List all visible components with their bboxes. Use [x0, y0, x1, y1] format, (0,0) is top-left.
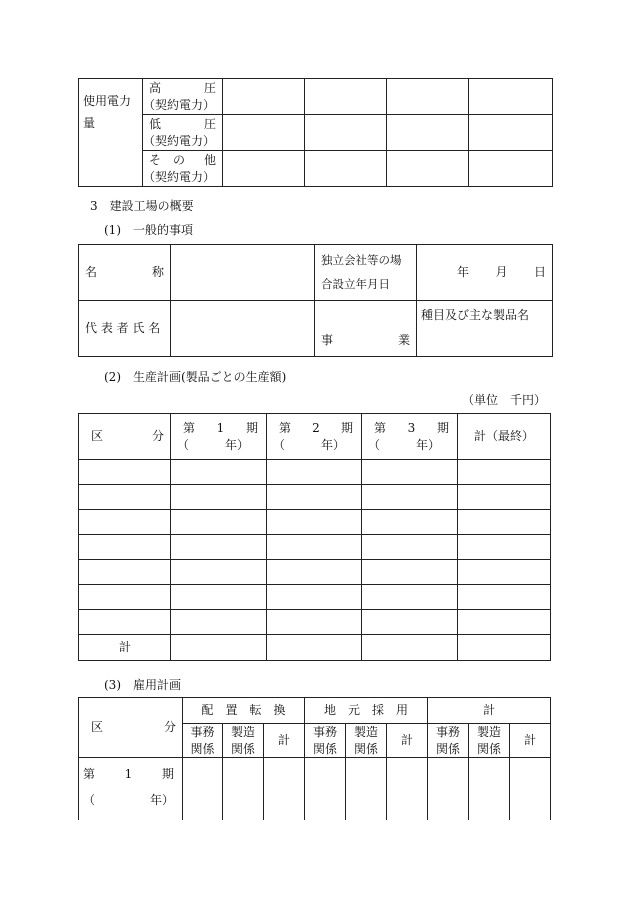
production-cell[interactable] [362, 610, 458, 635]
employment-header-left: 区 [91, 720, 104, 735]
period-3-top-mid: 3 [407, 421, 416, 436]
production-cell[interactable] [267, 510, 362, 535]
section3-title: 3 建設工場の概要 [90, 199, 194, 213]
period-3-top-left: 第 [374, 421, 387, 436]
power-type-other-left: そ の [149, 153, 186, 168]
period-1-top-right: 期 [245, 421, 258, 436]
power-cell[interactable] [305, 115, 387, 151]
production-cell[interactable] [171, 585, 267, 610]
production-cell[interactable] [171, 610, 267, 635]
sub-office-line2: 関係 [190, 741, 215, 756]
date-day: 日 [533, 265, 546, 280]
sub-mfg-line1: 製造 [354, 725, 379, 740]
employment-cell[interactable] [183, 758, 223, 820]
power-cell[interactable] [469, 151, 553, 187]
production-cell[interactable] [362, 510, 458, 535]
production-cell[interactable] [362, 585, 458, 610]
production-cell[interactable] [171, 510, 267, 535]
sub-mfg-line2: 関係 [354, 741, 379, 756]
production-cell[interactable] [267, 610, 362, 635]
period-3-year: （ 年） [368, 437, 441, 452]
sub-office-line2: 関係 [313, 741, 338, 756]
production-cell[interactable] [79, 560, 171, 585]
employment-cell[interactable] [428, 758, 469, 820]
production-cell[interactable] [79, 510, 171, 535]
sub-office-line1: 事務 [313, 725, 338, 740]
power-cell[interactable] [223, 115, 305, 151]
sub-total: 計 [264, 724, 305, 758]
period-2-year: （ 年） [273, 437, 346, 452]
name-label [79, 245, 171, 301]
name-label-right: 称 [151, 265, 164, 280]
production-cell[interactable] [362, 560, 458, 585]
representative-value-cell[interactable] [171, 301, 315, 357]
sub-office-line1: 事務 [436, 725, 461, 740]
sub-office [305, 724, 346, 758]
employment-cell[interactable] [346, 758, 387, 820]
power-cell[interactable] [223, 79, 305, 115]
period-1-year-right: 年） [149, 793, 174, 808]
production-cell[interactable] [458, 585, 551, 610]
production-header-period-3 [362, 414, 458, 460]
group-transfer: 配 置 転 換 [183, 698, 305, 724]
production-cell[interactable] [458, 610, 551, 635]
production-cell[interactable] [171, 485, 267, 510]
production-cell[interactable] [79, 610, 171, 635]
subsection1-title: (1) 一般的事項 [104, 223, 193, 237]
representative-label: 代 表 者 氏 名 [79, 301, 171, 357]
employment-header-right: 分 [163, 720, 176, 735]
period-1-top-left: 第 [183, 421, 196, 436]
period-1-year: （ 年） [177, 437, 250, 452]
power-cell[interactable] [469, 79, 553, 115]
subsection3-title: (3) 雇用計画 [104, 678, 181, 692]
power-usage-label-line2: 量 [83, 116, 96, 131]
production-header-right: 分 [151, 429, 164, 444]
period-1-year-left: （ [83, 793, 96, 808]
power-type-low-right: 圧 [203, 117, 216, 132]
production-cell[interactable] [171, 635, 267, 661]
establishment-date-label [315, 245, 417, 301]
production-cell[interactable] [79, 535, 171, 560]
sub-office [428, 724, 469, 758]
power-cell[interactable] [469, 115, 553, 151]
power-cell[interactable] [387, 115, 469, 151]
products-label: 種目及び主な製品名 [421, 308, 530, 322]
power-type-high-right: 圧 [203, 81, 216, 96]
sub-office-line1: 事務 [190, 725, 215, 740]
sub-mfg-line2: 関係 [477, 741, 502, 756]
employment-cell[interactable] [510, 758, 551, 820]
production-cell[interactable] [458, 485, 551, 510]
production-cell[interactable] [79, 460, 171, 485]
sub-mfg-line2: 関係 [230, 741, 255, 756]
employment-plan-table [78, 697, 551, 820]
period-1-label [79, 758, 183, 820]
production-plan-table [78, 413, 551, 661]
production-cell[interactable] [267, 460, 362, 485]
name-label-left: 名 [85, 265, 98, 280]
production-cell[interactable] [171, 535, 267, 560]
power-cell[interactable] [305, 79, 387, 115]
subsection2-title: (2) 生産計画(製品ごとの生産額) [104, 370, 287, 384]
production-cell[interactable] [458, 510, 551, 535]
period-2-top-mid: 2 [312, 421, 320, 436]
period-1-label-mid: 1 [124, 767, 133, 781]
group-total: 計 [428, 698, 551, 724]
sub-mfg [469, 724, 510, 758]
sub-total: 計 [387, 724, 428, 758]
power-type-low-left: 低 [149, 117, 162, 132]
unit-label: （単位 千円） [462, 393, 547, 407]
production-cell[interactable] [458, 560, 551, 585]
period-1-top-mid: 1 [216, 421, 225, 436]
sub-office-line2: 関係 [436, 741, 461, 756]
production-header-category [79, 414, 171, 460]
business-label-left: 事 [321, 332, 334, 347]
power-type-low [143, 115, 223, 151]
power-type-high-left: 高 [149, 81, 162, 96]
date-year: 年 [457, 265, 470, 280]
employment-cell[interactable] [387, 758, 428, 820]
employment-cell[interactable] [223, 758, 264, 820]
power-type-low-contract: （契約電力） [143, 133, 216, 148]
production-cell[interactable] [458, 460, 551, 485]
establishment-date-label-line2: 合設立年月日 [321, 276, 390, 291]
production-cell[interactable] [267, 635, 362, 661]
sub-mfg [223, 724, 264, 758]
power-type-other-contract: （契約電力） [143, 169, 216, 184]
power-type-other-right: 他 [203, 153, 216, 168]
power-cell[interactable] [223, 151, 305, 187]
sub-mfg-line1: 製造 [477, 725, 502, 740]
production-cell[interactable] [362, 535, 458, 560]
period-1-label-right: 期 [161, 767, 174, 781]
products-cell[interactable] [417, 301, 553, 357]
period-3-top-right: 期 [436, 421, 449, 436]
power-type-high [143, 79, 223, 115]
employment-cell[interactable] [469, 758, 510, 820]
group-local-hire: 地 元 採 用 [305, 698, 428, 724]
power-usage-label [79, 79, 143, 187]
name-value-cell[interactable] [171, 245, 315, 301]
power-cell[interactable] [387, 151, 469, 187]
period-2-top-left: 第 [279, 421, 292, 436]
production-cell[interactable] [267, 560, 362, 585]
production-cell[interactable] [458, 635, 551, 661]
sub-mfg [346, 724, 387, 758]
period-1-label-left: 第 [83, 767, 96, 781]
establishment-date-value[interactable] [417, 245, 553, 301]
date-month: 月 [495, 265, 508, 280]
general-matters-table [78, 244, 553, 357]
power-type-high-contract: （契約電力） [143, 97, 216, 112]
production-cell[interactable] [79, 485, 171, 510]
production-header-period-1 [171, 414, 267, 460]
power-usage-label-line1: 使用電力 [83, 94, 132, 108]
business-label-right: 業 [397, 332, 410, 347]
business-label [315, 301, 417, 357]
power-cell[interactable] [305, 151, 387, 187]
employment-cell[interactable] [264, 758, 305, 820]
production-cell[interactable] [362, 460, 458, 485]
production-cell[interactable] [267, 535, 362, 560]
production-cell[interactable] [267, 485, 362, 510]
power-cell[interactable] [387, 79, 469, 115]
production-cell[interactable] [458, 535, 551, 560]
sub-mfg-line1: 製造 [230, 725, 255, 740]
production-header-total: 計（最終） [458, 414, 551, 460]
power-usage-table [78, 78, 553, 187]
production-cell[interactable] [362, 635, 458, 661]
production-cell[interactable] [362, 485, 458, 510]
employment-cell[interactable] [305, 758, 346, 820]
sub-office [183, 724, 223, 758]
production-header-period-2 [267, 414, 362, 460]
sub-total: 計 [510, 724, 551, 758]
employment-header-category [79, 698, 183, 758]
production-cell[interactable] [171, 460, 267, 485]
production-header-left: 区 [91, 429, 104, 444]
period-2-top-right: 期 [340, 421, 353, 436]
production-cell[interactable] [171, 560, 267, 585]
power-type-other [143, 151, 223, 187]
production-total-label: 計 [79, 635, 171, 661]
production-cell[interactable] [79, 585, 171, 610]
establishment-date-label-line1: 独立会社等の場 [321, 252, 402, 267]
production-cell[interactable] [267, 585, 362, 610]
